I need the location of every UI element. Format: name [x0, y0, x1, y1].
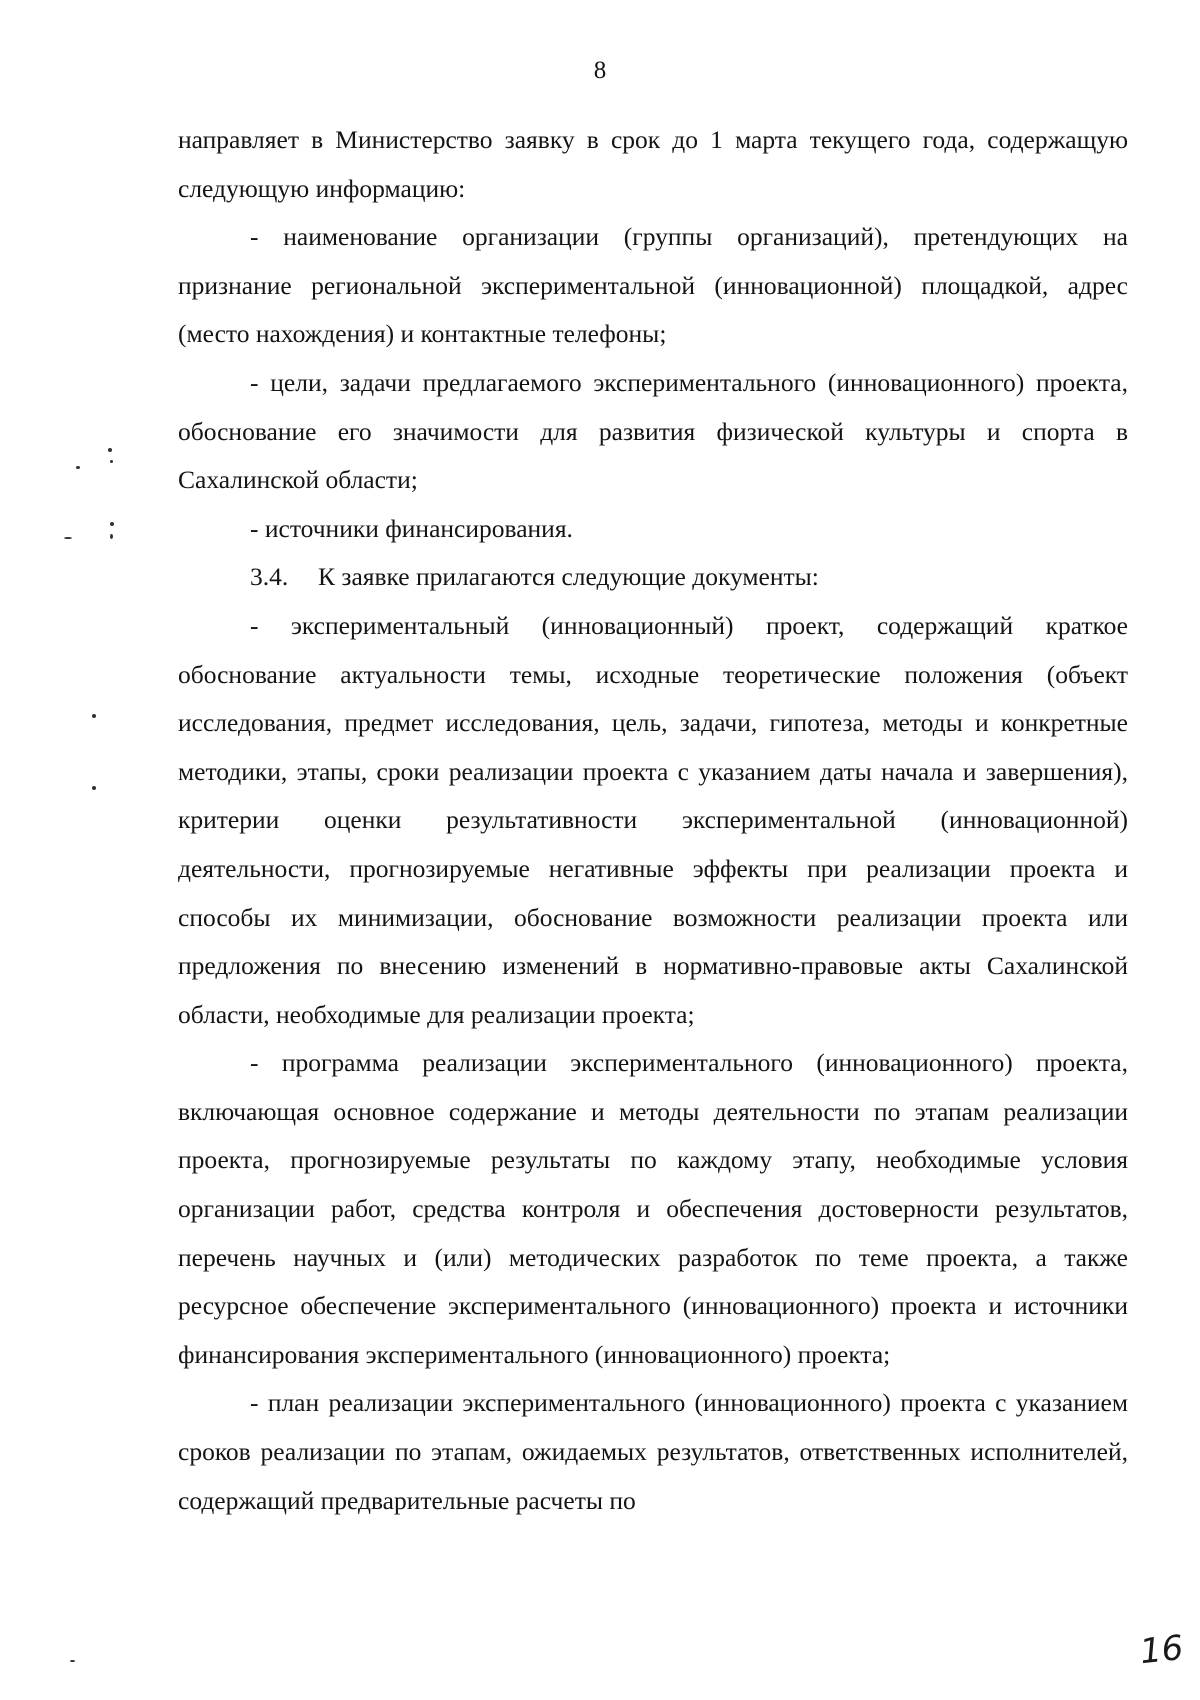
scan-speck	[64, 537, 72, 539]
scan-speck	[76, 466, 80, 469]
list-item-plan-document: - план реализации экспериментального (инновационного) проекта с указанием сроков реализации по этапам, ожидаемых результатов, ответственных исполнителей, содержащий предварительные расчеты по	[178, 1388, 1128, 1515]
list-item-program-document: - программа реализации экспериментального (инновационного) проекта, включающая основное содержание и методы деятельности по этапам реализации проекта, прогнозируемые результаты по каждому этапу, необходимые условия организации работ, средства контроля и обеспечения достоверности результатов, перечень научных и (или) методических разработок по теме проекта, а также ресурсное обеспечение экспериментального (инновационного) проекта и источники финансирования экспериментального (инновационного) проекта;	[178, 1048, 1128, 1369]
scan-speck	[110, 522, 114, 526]
scan-speck	[92, 786, 96, 790]
list-item-organization-name: - наименование организации (группы организаций), претендующих на признание региональной экспериментальной (инновационной) площадкой, адрес (место нахождения) и контактные телефоны;	[178, 222, 1128, 349]
list-item-project-document: - экспериментальный (инновационный) проект, содержащий краткое обоснование актуальности темы, исходные теоретические положения (объект исследования, предмет исследования, цель, задачи, гипотеза, методы и конкретные методики, этапы, сроки реализации проекта с указанием даты начала и завершения), критерии оценки результативности экспериментальной (инновационной) деятельности, прогнозируемые негативные эффекты при реализации проекта и способы их минимизации, обоснование возможности реализации проекта или предложения по внесению изменений в нормативно-правовые акты Сахалинской области, необходимые для реализации проекта;	[178, 610, 1128, 1029]
scan-speck	[108, 448, 112, 452]
scan-speck	[110, 460, 113, 463]
list-item-project-goals: - цели, задачи предлагаемого экспериментального (инновационного) проекта, обоснование его значимости для развития физической культуры и спорта в Сахалинской области;	[178, 367, 1128, 495]
scan-speck	[70, 1660, 75, 1662]
page-number: 8	[593, 57, 607, 84]
clause-text: К заявке прилагаются следующие документы:	[318, 562, 819, 592]
list-item-funding-sources: - источники финансирования.	[250, 513, 573, 543]
document-body	[178, 116, 1128, 1525]
clause-3-4	[178, 553, 1128, 602]
scan-speck	[92, 714, 96, 718]
handwritten-page-number: 16	[1138, 1627, 1186, 1673]
paragraph-intro: направляет в Министерство заявку в срок до 1 марта текущего года, содержащую следующую информацию:	[178, 125, 1128, 203]
scan-speck	[110, 534, 113, 539]
clause-number: 3.4.	[250, 562, 289, 592]
